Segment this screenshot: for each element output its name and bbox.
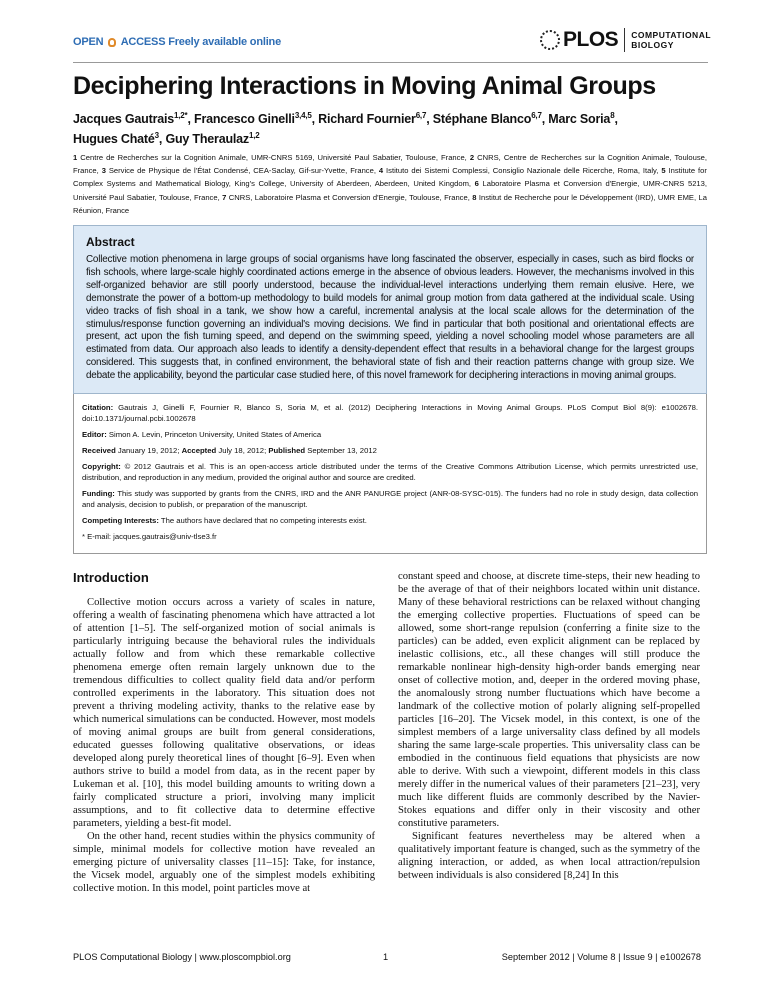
- affiliation-text: Istituto dei Sistemi Complessi, Consiglio Nazionale delle Ricerche, Roma, Italy,: [386, 166, 659, 176]
- copyright-label: Copyright:: [82, 462, 121, 472]
- author-affiliation-marks: 3,4,5: [294, 110, 312, 120]
- journal-line-2: BIOLOGY: [631, 40, 674, 50]
- copyright: [82, 461, 698, 483]
- affiliation-number: 6: [474, 179, 479, 189]
- editor: [82, 429, 698, 440]
- author-affiliation-marks: 1,2: [248, 130, 260, 140]
- received-date: January 19, 2012;: [117, 446, 180, 456]
- author-name: Richard Fournier: [318, 112, 416, 126]
- access-label: ACCESS: [120, 36, 166, 48]
- author-name: Marc Soria: [548, 112, 611, 126]
- paragraph: Collective motion occurs across a variety of scales in nature, offering a wealth of fascinating phenomena which have attracted a lot of attention [1–5]. The self-organized motion of social animals is particularly intriguing because the behavioral rules the individuals actually follow and from which these remarkable collective phenomena emerge often remain largely unknown due to the tremendous difficulties to collect quality field data and/or perform controlled experiments in the laboratory. This situation does not prevent a thriving modeling activity, thanks to the relative ease by which numerical simulations can be conducted. However, most models of moving animal groups are built from general considerations, educated guesses following qualitative observations, or ideas developed along purely theoretical lines of thought [6–9]. Even when authors strive to build a model from data, as in the recent paper by Lukeman et al. [10], this model building amounts to writing down a fairly complicated structure a priori, involving many implicit assumptions, and to fit collective data to determine effective parameters, yielding a best-fit model.: [73, 597, 375, 830]
- affiliation-text: Laboratoire Plasma et Conversion d'Energie, UMR-CNRS 5213, Université Paul Sabatier, Toulouse, France,: [73, 179, 707, 202]
- header-divider: [73, 62, 708, 63]
- author-affiliation-marks: 6,7: [531, 110, 542, 120]
- affiliation-text: CNRS, Centre de Recherches sur la Cognition Animale, Toulouse, France,: [73, 153, 707, 176]
- right-column: [398, 570, 700, 895]
- affiliation-number: 5: [661, 166, 666, 176]
- article-body: [73, 70, 707, 895]
- freely-available-label: Freely available online: [168, 36, 281, 48]
- logo-divider: [624, 28, 625, 52]
- plos-sun-icon: [540, 30, 560, 50]
- accepted-label: Accepted: [181, 446, 217, 456]
- received-label: Received: [82, 446, 116, 456]
- author-affiliation-marks: 3: [154, 130, 159, 140]
- author-affiliation-marks: 6,7: [415, 110, 427, 120]
- open-lock-icon: [108, 38, 116, 47]
- citation-text: Gautrais J, Ginelli F, Fournier R, Blanco S, Soria M, et al. (2012) Deciphering Interactions in Moving Animal Groups. PLoS Comput Biol 8(9): e1002678. doi:10.1371/journal.pcbi.1002678: [82, 403, 698, 424]
- author-name: Jacques Gautrais: [73, 112, 175, 126]
- author-affiliation-marks: 8: [610, 110, 615, 120]
- author: [318, 112, 426, 126]
- dates: [82, 445, 698, 456]
- paragraph: On the other hand, recent studies within the physics community of simple, minimal models for collective motion have revealed an emerging picture of universality classes [11–15]: Take, for instance, the Vicsek model, arguably one of the simplest models exhibiting collective motion. In this model, point particles move at: [73, 831, 375, 895]
- affiliation-text: Institute for Complex Systems and Mathematical Biology, King's College, University of Aberdeen, Aberdeen, United Kingdom,: [73, 166, 707, 189]
- introduction-heading: Introduction: [73, 570, 149, 586]
- affiliations: [73, 151, 707, 217]
- corresponding-email[interactable]: * E-mail: jacques.gautrais@univ-tlse3.fr: [82, 532, 217, 542]
- author-affiliation-marks: 1,2*: [174, 110, 188, 120]
- paragraph: Significant features nevertheless may be altered when a qualitatively important feature is changed, such as the symmetry of the aligning interaction, or added, as when local attraction/repulsion between individuals is also considered [8,24] In this: [398, 831, 700, 882]
- editor-text: Simon A. Levin, Princeton University, United States of America: [108, 430, 322, 440]
- abstract-box: [73, 225, 707, 394]
- author: [433, 112, 542, 126]
- affiliation-number: 4: [378, 166, 384, 176]
- funding-label: Funding:: [82, 489, 115, 499]
- affiliation-number: 2: [469, 153, 475, 162]
- affiliation-number: 7: [222, 192, 227, 202]
- competing-label: Competing Interests:: [82, 516, 159, 526]
- open-label: OPEN: [73, 36, 104, 48]
- author: [165, 132, 259, 146]
- funding: [82, 488, 698, 510]
- competing-text: The authors have declared that no competing interests exist.: [160, 516, 367, 526]
- publisher-name: PLOS: [563, 28, 619, 51]
- journal-line-1: COMPUTATIONAL: [631, 30, 712, 40]
- citation: [82, 402, 698, 424]
- article-metadata: [73, 394, 707, 554]
- accepted-date: July 18, 2012;: [218, 446, 267, 456]
- author-name: Guy Theraulaz: [165, 132, 249, 146]
- affiliation-number: 1: [73, 153, 78, 162]
- left-column: [73, 570, 375, 895]
- journal-name: [631, 30, 711, 50]
- footer-journal: PLOS Computational Biology | www.ploscompbiol.org: [73, 952, 291, 962]
- affiliation-number: 3: [101, 166, 106, 176]
- footer-issue: September 2012 | Volume 8 | Issue 9 | e1002678: [501, 952, 701, 962]
- paragraph: constant speed and choose, at discrete time-steps, their new heading to be the average of that of their neighbors located within unit distance. Many of these behavioral restrictions can be relaxed without changing the emerging collective properties. Fluctuations of speed can be allowed, some short-range repulsion (conferring a finite size to the particles) can be added, even explicit alignment can be replaced by inelastic collisions, etc., all these changes will still produce the remarkable nonlinear high-density high-order bands emerging near onset of collective motion, and, deeper in the ordered moving phase, the anomalously strong number fluctuations which have become a landmark of the collective motion of polarly aligning self-propelled particles [16–20]. The Vicsek model, in this context, is one of the simplest members of a large universality class defined by all models sharing the same large-scale properties. This universality class can be embodied in the continuous field equations that physicists are now able to derive. With such a viewpoint, different models in this class merely differ in the numerical values of their parameters [21–23], very much like different fluids are commonly described by the Navier-Stokes equations and differ only in their viscosity and other constitutive parameters.: [398, 571, 700, 830]
- body-columns: [73, 570, 700, 895]
- author-name: Stéphane Blanco: [432, 112, 532, 126]
- abstract-text: Collective motion phenomena in large groups of social organisms have long fascinated the observer, especially in cases, such as bird flocks or fish schools, where large-scale highly coordinated actions emerge in the absence of obvious leaders. However, the mechanisms involved in this self-organized behavior are still poorly understood, because the individual-level interactions underlying them remain elusive. Here, we demonstrate the power of a bottom-up methodology to build models for animal group motion from data gathered at the individual scale. Using video tracks of fish shoal in a tank, we show how a careful, incremental analysis at the local scale allows for the determination of the stimulus/response function governing an individual's moving decisions. We find in particular that both positional and orientational effects are present, act upon the fish turning speed, and depend on the swimming speed, yielding a novel schooling model whose parameters are all estimated from data. Our approach also leads to identify a density-dependent effect that results in a behavioral change for the largest groups considered. This suggests that, in confined environment, the behavioral state of fish and their reaction patterns change with group size. We debate the applicability, beyond the particular case studied here, of this novel framework for deciphering interactions in moving animal groups.: [86, 254, 694, 382]
- affiliation-text: Institut de Recherche pour le Développement (IRD), UMR EME, La Réunion, France: [73, 192, 707, 215]
- editor-label: Editor:: [82, 430, 107, 440]
- published-date: September 13, 2012: [307, 446, 377, 456]
- open-access-banner: [73, 36, 281, 48]
- paper-title: Deciphering Interactions in Moving Animal Groups: [73, 72, 656, 100]
- funding-text: This study was supported by grants from the CNRS, IRD and the ANR PANURGE project (ANR-08-SYSC-015). The funders had no role in study design, data collection and analysis, decision to publish, or preparation of the manuscript.: [82, 489, 698, 510]
- author-name: Hugues Chaté: [73, 132, 155, 146]
- affiliation-text: Centre de Recherches sur la Cognition Animale, UMR-CNRS 5169, Université Paul Sabatier, Toulouse, France,: [80, 153, 467, 162]
- author: [194, 112, 312, 126]
- author: [73, 112, 187, 126]
- citation-label: Citation:: [82, 403, 114, 413]
- author-name: Francesco Ginelli: [194, 112, 295, 126]
- plos-logo: [540, 28, 711, 52]
- affiliation-number: 8: [472, 192, 477, 202]
- abstract-heading: Abstract: [86, 235, 135, 250]
- author-list: Jacques Gautrais$^{1,2*}$, Francesco Ginelli$^{3,4,5}$, Richard Fournier$^{6,7}$, Stéphane Blanco$^{6,7}$, Marc Soria$^8$, Hugues Chaté$^3$, Guy Theraulaz$^{1,2}$: [73, 110, 618, 146]
- affiliation-text: CNRS, Laboratoire Plasma et Conversion d'Energie, Toulouse, France,: [228, 192, 470, 202]
- copyright-text: © 2012 Gautrais et al. This is an open-access article distributed under the terms of the Creative Commons Attribution License, which permits unrestricted use, distribution, and reproduction in any medium, provided the original author and source are credited.: [82, 462, 699, 483]
- competing-interests: [82, 515, 698, 526]
- affiliation-text: Service de Physique de l'État Condensé, CEA-Saclay, Gif-sur-Yvette, France,: [108, 166, 376, 176]
- page-number: 1: [383, 952, 389, 962]
- author: [73, 132, 159, 146]
- published-label: Published: [268, 446, 306, 456]
- author: [548, 112, 614, 126]
